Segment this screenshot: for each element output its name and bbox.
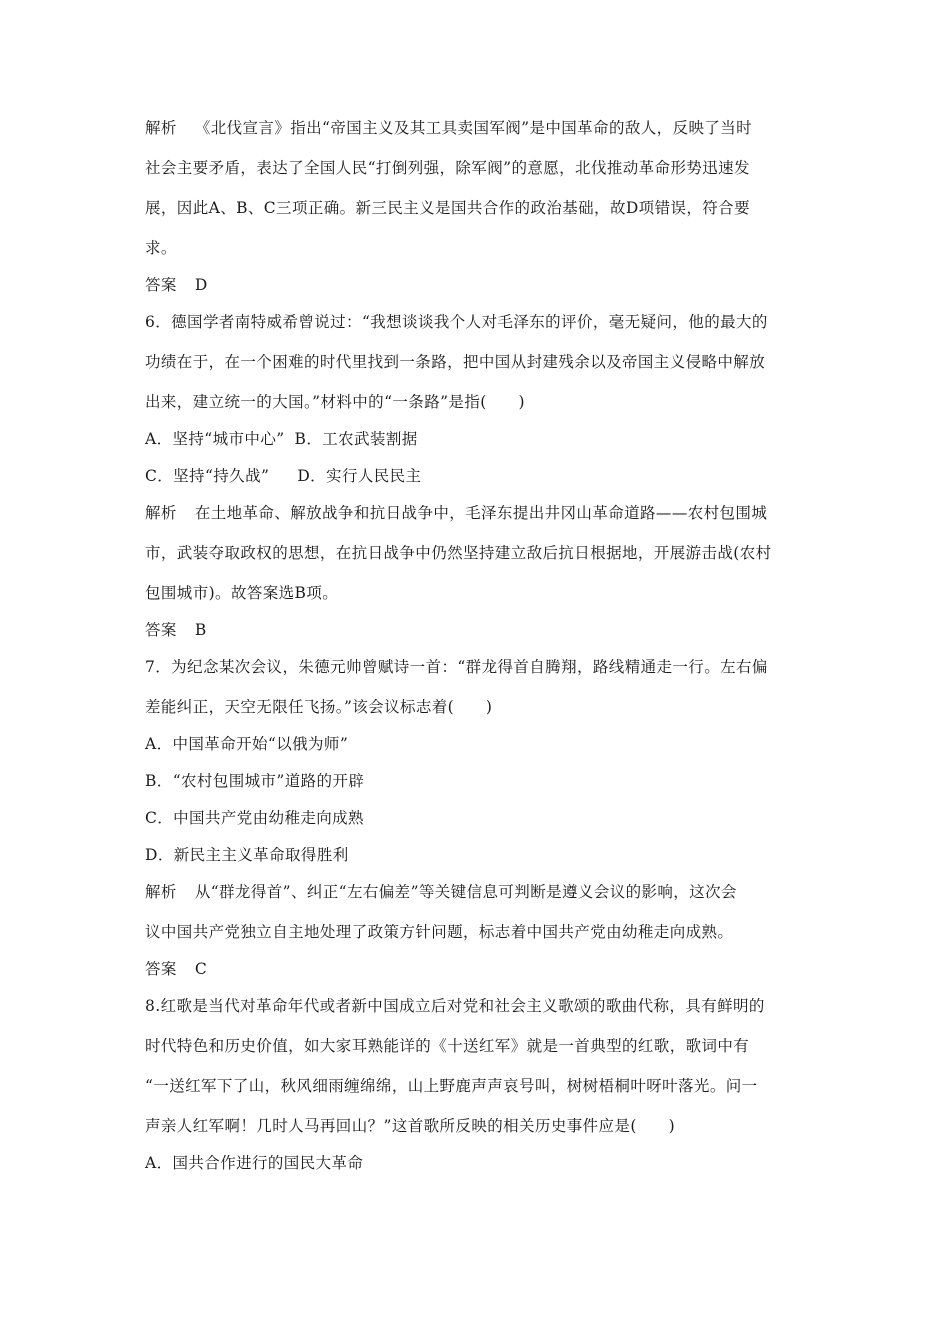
answer-label: 答案	[145, 621, 177, 639]
q6-options-row-2	[145, 466, 815, 486]
answer-value: C	[194, 960, 208, 978]
document-page	[145, 118, 815, 1190]
q6-options-row-1	[145, 429, 815, 449]
answer-value: B	[194, 621, 207, 639]
q7-option-a: A．中国革命开始“以俄为师”	[145, 735, 349, 753]
q6-analysis-line-3: 包围城市)。故答案选B项。	[145, 584, 339, 602]
q7-answer	[145, 959, 815, 979]
q6-answer	[145, 620, 815, 640]
q5-answer	[145, 275, 815, 295]
q7-option-d: D．新民主主义革命取得胜利	[145, 846, 349, 864]
q5-analysis-line-2: 社会主要矛盾，表达了全国人民“打倒列强，除军阀”的意愿，北伐推动革命形势迅速发	[145, 159, 750, 177]
analysis-label: 解析	[145, 883, 177, 901]
q8-stem-line-4: 声亲人红军啊！几时人马再回山？”这首歌所反映的相关历史事件应是( )	[145, 1117, 676, 1135]
analysis-label: 解析	[145, 504, 177, 522]
analysis-label: 解析	[145, 119, 177, 137]
q8-stem-line-1: 8.红歌是当代对革命年代或者新中国成立后对党和社会主义歌颂的歌曲代称，具有鲜明的	[145, 997, 765, 1015]
q7-stem-line-2: 差能纠正，天空无限任飞扬。”该会议标志着( )	[145, 698, 493, 716]
q7-analysis-line-1: 解析 从“群龙得首”、纠正“左右偏差”等关键信息可判断是遵义会议的影响，这次会	[145, 883, 737, 901]
q6-stem-line-2: 功绩在于，在一个困难的时代里找到一条路，把中国从封建残余以及帝国主义侵略中解放	[145, 353, 766, 371]
q7-analysis-line-2: 议中国共产党独立自主地处理了政策方针问题，标志着中国共产党由幼稚走向成熟。	[145, 923, 734, 941]
answer-label: 答案	[145, 276, 177, 294]
q7-option-c: C．中国共产党由幼稚走向成熟	[145, 809, 364, 827]
q6-option-c: C．坚持“持久战”	[145, 467, 270, 485]
q8-option-a: A．国共合作进行的国民大革命	[145, 1154, 364, 1172]
q6-analysis-line-2: 市，武装夺取政权的思想，在抗日战争中仍然坚持建立敌后抗日根据地，开展游击战(农村	[145, 544, 772, 562]
q6-stem-line-1: 6．德国学者南特威希曾说过：“我想谈谈我个人对毛泽东的评价，毫无疑问，他的最大的	[145, 313, 768, 331]
answer-value: D	[194, 276, 208, 294]
q8-stem-line-3: “一送红军下了山，秋风细雨缠绵绵，山上野鹿声声哀号叫，树树梧桐叶呀叶落光。问一	[145, 1077, 758, 1095]
q6-option-b: B．工农武装割据	[294, 430, 418, 448]
q5-analysis-line-4: 求。	[145, 239, 177, 257]
q6-stem-line-3: 出来，建立统一的大国。”材料中的“一条路”是指( )	[145, 393, 525, 411]
q7-stem-line-1: 7．为纪念某次会议，朱德元帅曾赋诗一首：“群龙得首自腾翔，路线精通走一行。左右偏	[145, 658, 768, 676]
q6-option-a: A．坚持“城市中心”	[145, 430, 285, 448]
q8-stem-line-2: 时代特色和历史价值，如大家耳熟能详的《十送红军》就是一首典型的红歌，歌词中有	[145, 1037, 750, 1055]
q7-option-b: B．“农村包围城市”道路的开辟	[145, 772, 365, 790]
q5-analysis-line-1: 解析 《北伐宣言》指出“帝国主义及其工具卖国军阀”是中国革命的敌人，反映了当时	[145, 119, 753, 137]
q6-analysis-line-1: 解析 在土地革命、解放战争和抗日战争中，毛泽东提出井冈山革命道路——农村包围城	[145, 504, 768, 522]
q5-analysis-line-3: 展，因此A、B、C三项正确。新三民主义是国共合作的政治基础，故D项错误，符合要	[145, 199, 750, 217]
q6-option-d: D．实行人民民主	[297, 467, 422, 485]
answer-label: 答案	[145, 960, 177, 978]
